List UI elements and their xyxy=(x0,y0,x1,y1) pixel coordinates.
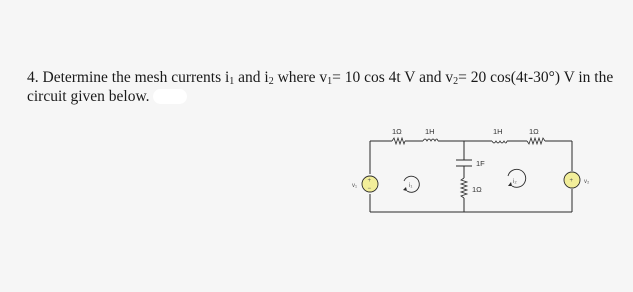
voltage-source-left xyxy=(362,176,378,192)
resistor-right-label: 1Ω xyxy=(529,127,539,136)
capacitor-label: 1F xyxy=(476,159,485,168)
circuit-wires xyxy=(367,141,572,212)
problem-text-2: and i xyxy=(234,69,269,86)
voltage-source-right xyxy=(564,172,580,188)
i1-subscript: 1 xyxy=(229,76,235,87)
resistor-right xyxy=(527,138,545,144)
problem-text-1: Determine the mesh currents i xyxy=(42,69,230,86)
capacitor xyxy=(456,160,472,166)
resistor-middle xyxy=(461,178,467,198)
inductor-left xyxy=(423,139,438,141)
resistor-middle-label: 1Ω xyxy=(472,185,482,194)
problem-text-3: where v xyxy=(273,69,328,86)
v2-subscript: 2 xyxy=(453,76,459,87)
mesh-current-i2-arrow xyxy=(508,169,526,187)
source-right-plus: + xyxy=(569,178,574,184)
i2-subscript: 2 xyxy=(268,76,274,87)
v2-expression: = 20 cos(4t-30°) V in the xyxy=(458,69,614,86)
resistor-left xyxy=(392,138,405,144)
source-left-plus: + xyxy=(367,178,372,184)
mesh-current-i2-label: i₂ xyxy=(513,179,517,185)
v1-subscript: 1 xyxy=(327,76,333,87)
v1-expression: = 10 cos 4t V and v xyxy=(332,69,454,86)
problem-text-line2: circuit given below. xyxy=(27,88,150,105)
resistor-left-label: 1Ω xyxy=(392,127,402,136)
source-left-label: v₁ xyxy=(352,183,358,189)
inductor-left-label: 1H xyxy=(425,127,435,136)
source-left-minus: − xyxy=(367,186,372,192)
mesh-current-i1-label: i₁ xyxy=(409,183,413,189)
source-right-label: v₂ xyxy=(584,179,590,185)
problem-number: 4. xyxy=(27,69,39,86)
inductor-right xyxy=(492,141,507,143)
inductor-right-label: 1H xyxy=(493,127,503,136)
